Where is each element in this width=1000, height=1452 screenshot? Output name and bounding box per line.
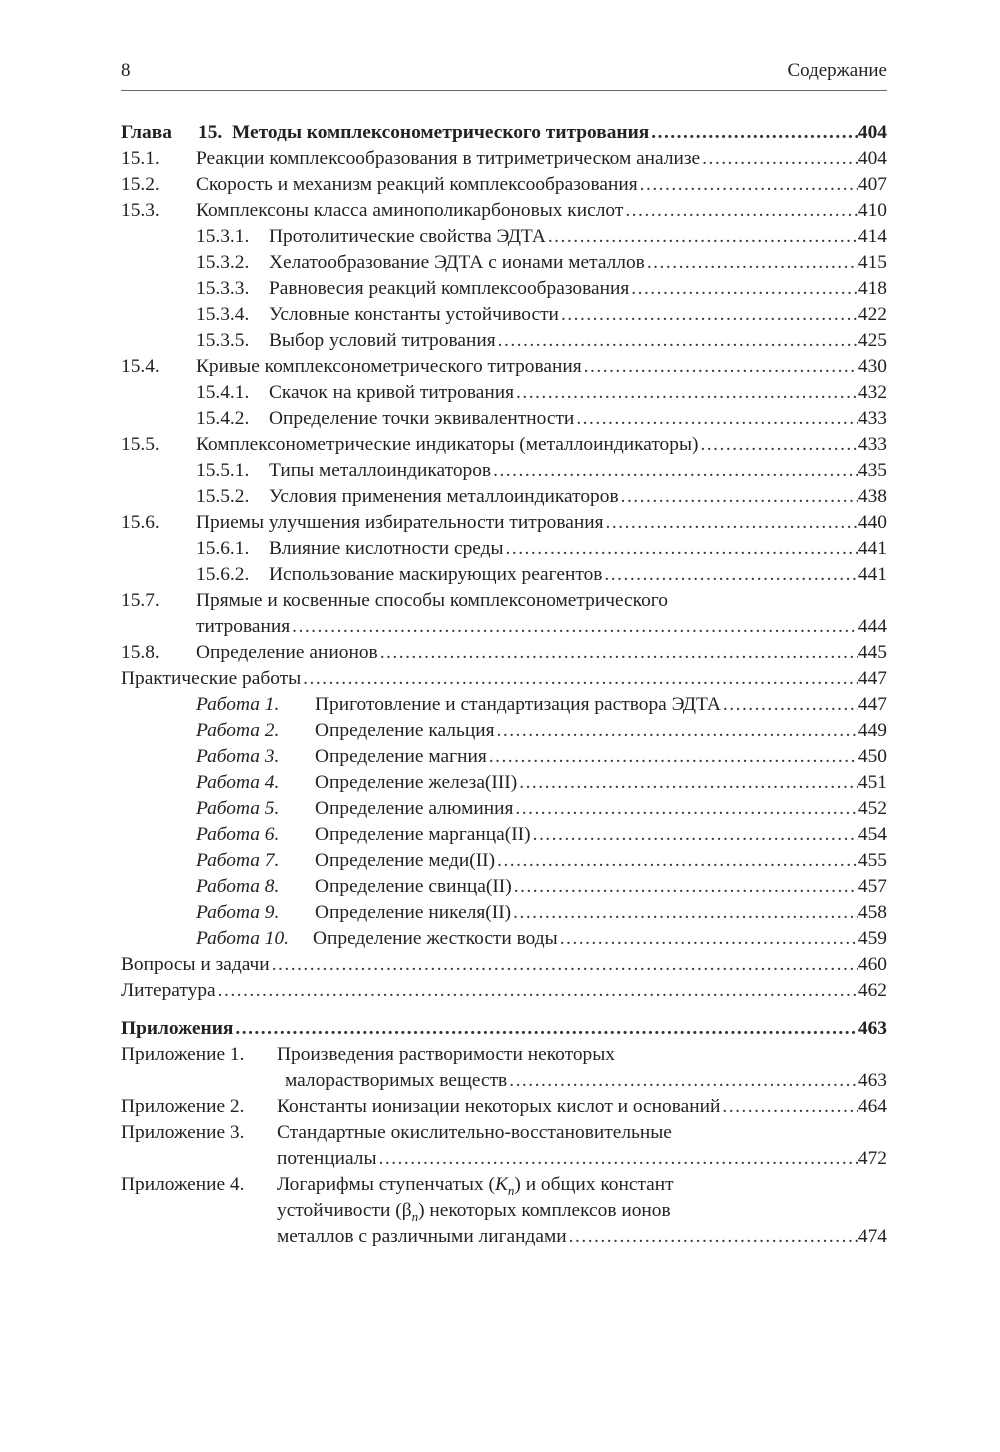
dot-leader xyxy=(377,1146,858,1172)
dot-leader xyxy=(514,380,858,406)
toc-section[interactable] xyxy=(121,198,887,224)
page-ref: 449 xyxy=(857,720,887,741)
toc-entry xyxy=(196,432,887,458)
toc-entry xyxy=(277,1224,887,1250)
section-number: 15.5. xyxy=(121,434,160,455)
chapter-title: Методы комплексонометрического титрования xyxy=(231,122,650,143)
dot-leader xyxy=(216,978,858,1004)
toc-entry xyxy=(196,146,887,172)
dot-leader xyxy=(491,458,858,484)
dot-leader xyxy=(567,1224,858,1250)
dot-leader xyxy=(378,640,858,666)
section-title-line2: титрования xyxy=(196,616,291,637)
page-ref: 455 xyxy=(857,850,887,871)
toc-appendix[interactable] xyxy=(121,1042,887,1068)
toc-entry xyxy=(269,562,887,588)
page-ref: 410 xyxy=(857,200,887,221)
text-fragment: устойчивости ( xyxy=(277,1200,402,1221)
dot-leader xyxy=(638,172,858,198)
subsection-number: 15.6.2. xyxy=(196,564,250,585)
dot-leader xyxy=(513,796,858,822)
page-ref: 415 xyxy=(857,252,887,273)
dot-leader xyxy=(602,562,857,588)
appendix-title: Константы ионизации некоторых кислот и оснований xyxy=(277,1096,721,1117)
subsection-title: Условия применения металлоиндикаторов xyxy=(269,486,619,507)
appendix-label: Приложение 1. xyxy=(121,1044,245,1065)
toc-subsection[interactable] xyxy=(121,562,887,588)
chapter-number: 15. xyxy=(198,122,223,143)
work-label: Работа 7. xyxy=(196,850,280,871)
work-label: Работа 5. xyxy=(196,798,280,819)
work-label: Работа 8. xyxy=(196,876,280,897)
toc-subsection[interactable] xyxy=(121,458,887,484)
page-ref: 454 xyxy=(857,824,887,845)
dot-leader xyxy=(233,1016,858,1042)
appendix-title-line2: малорастворимых веществ xyxy=(285,1070,508,1091)
appendix-title-line1: Произведения растворимости некоторых xyxy=(277,1044,615,1065)
toc-literature[interactable] xyxy=(121,978,887,1004)
section-title: Скорость и механизм реакций комплексообразования xyxy=(196,174,638,195)
appendix-title-line1: Стандартные окислительно-восстановительные xyxy=(277,1122,672,1143)
page-ref: 444 xyxy=(857,616,887,637)
appendices-title: Приложения xyxy=(121,1018,234,1039)
work-title: Приготовление и стандартизация раствора ЭДТА xyxy=(315,694,721,715)
subsection-number: 15.4.2. xyxy=(196,408,250,429)
dot-leader xyxy=(604,510,858,536)
page-ref: 407 xyxy=(857,174,887,195)
dot-leader xyxy=(517,770,858,796)
toc-entry xyxy=(121,1016,887,1042)
section-number: 15.2. xyxy=(121,174,160,195)
toc-entry xyxy=(121,952,887,978)
toc-entry xyxy=(198,120,887,146)
dot-leader xyxy=(495,848,858,874)
subsection-number: 15.3.4. xyxy=(196,304,250,325)
toc-entry xyxy=(315,874,887,900)
subsection-number: 15.3.2. xyxy=(196,252,250,273)
toc-work[interactable] xyxy=(121,822,887,848)
subscript-n: n xyxy=(507,1182,515,1198)
section-title: Комплексоны класса аминополикарбоновых кислот xyxy=(196,200,624,221)
dot-leader xyxy=(504,536,858,562)
section-title: Кривые комплексонометрического титрования xyxy=(196,356,582,377)
section-number: 15.7. xyxy=(121,590,160,611)
work-title: Определение алюминия xyxy=(315,798,514,819)
page-ref: 451 xyxy=(857,772,887,793)
toc-subsection[interactable] xyxy=(121,250,887,276)
subsection-title: Использование маскирующих реагентов xyxy=(269,564,603,585)
toc-subsection[interactable] xyxy=(121,380,887,406)
section-number: 15.1. xyxy=(121,148,160,169)
subsection-number: 15.3.5. xyxy=(196,330,250,351)
dot-leader xyxy=(495,718,858,744)
section-number: 15.8. xyxy=(121,642,160,663)
page-ref: 447 xyxy=(857,668,887,689)
dot-leader xyxy=(559,302,858,328)
toc-entry xyxy=(269,276,887,302)
work-title: Определение никеля(II) xyxy=(315,902,512,923)
toc-entry xyxy=(315,822,887,848)
toc-entry xyxy=(313,926,887,952)
dot-leader xyxy=(649,120,858,146)
page-ref: 404 xyxy=(857,122,887,143)
toc-work[interactable] xyxy=(121,718,887,744)
toc-entry xyxy=(121,978,887,1004)
page-ref: 422 xyxy=(857,304,887,325)
page-ref: 435 xyxy=(857,460,887,481)
toc-section-continuation[interactable] xyxy=(121,614,887,640)
page-ref: 459 xyxy=(857,928,887,949)
page-ref: 441 xyxy=(857,564,887,585)
spacer xyxy=(121,1004,887,1016)
toc-entry xyxy=(269,380,887,406)
page-ref: 404 xyxy=(857,148,887,169)
page-ref: 464 xyxy=(857,1096,887,1117)
subsection-title: Равновесия реакций комплексообразования xyxy=(269,278,630,299)
text-fragment: ) некоторых комплексов ионов xyxy=(418,1200,671,1221)
work-label: Работа 9. xyxy=(196,902,280,923)
toc-entry xyxy=(277,1094,887,1120)
toc-appendix-continuation[interactable] xyxy=(121,1068,887,1094)
dot-leader xyxy=(629,276,858,302)
text-fragment: Логарифмы ступенчатых ( xyxy=(277,1174,495,1195)
page-ref: 432 xyxy=(857,382,887,403)
dot-leader xyxy=(720,1094,858,1120)
toc-section[interactable] xyxy=(121,146,887,172)
page-number: 8 xyxy=(121,60,131,81)
toc-practical-works[interactable] xyxy=(121,666,887,692)
page-ref: 440 xyxy=(857,512,887,533)
toc-work[interactable] xyxy=(121,692,887,718)
toc-appendices[interactable] xyxy=(121,1016,887,1042)
page-ref: 414 xyxy=(857,226,887,247)
toc-work[interactable] xyxy=(121,900,887,926)
toc-appendix-continuation[interactable] xyxy=(121,1146,887,1172)
section-number: 15.3. xyxy=(121,200,160,221)
toc-entry xyxy=(315,692,887,718)
toc-entry xyxy=(269,224,887,250)
subsection-number: 15.5.2. xyxy=(196,486,250,507)
dot-leader xyxy=(619,484,858,510)
work-label: Работа 2. xyxy=(196,720,280,741)
section-title: Реакции комплексообразования в титриметрическом анализе xyxy=(196,148,701,169)
literature-title: Литература xyxy=(121,980,216,1001)
page-ref: 460 xyxy=(857,954,887,975)
toc-entry xyxy=(196,510,887,536)
work-label: Работа 3. xyxy=(196,746,280,767)
section-number: 15.4. xyxy=(121,356,160,377)
page-ref: 418 xyxy=(857,278,887,299)
dot-leader xyxy=(645,250,858,276)
toc-work[interactable] xyxy=(121,796,887,822)
page-ref: 433 xyxy=(857,408,887,429)
appendix-title-line2: потенциалы xyxy=(277,1148,377,1169)
page-ref: 438 xyxy=(857,486,887,507)
subsection-number: 15.3.1. xyxy=(196,226,250,247)
symbol-k: K xyxy=(494,1174,508,1195)
dot-leader xyxy=(546,224,858,250)
subsection-number: 15.5.1. xyxy=(196,460,250,481)
subsection-title: Хелатообразование ЭДТА с ионами металлов xyxy=(269,252,645,273)
page-ref: 430 xyxy=(857,356,887,377)
toc-entry xyxy=(285,1068,887,1094)
toc-subsection[interactable] xyxy=(121,224,887,250)
toc-subsection[interactable] xyxy=(121,536,887,562)
running-title: Содержание xyxy=(787,60,887,81)
work-label: Работа 1. xyxy=(196,694,280,715)
toc-entry xyxy=(277,1146,887,1172)
page-ref: 472 xyxy=(857,1148,887,1169)
toc-work[interactable] xyxy=(121,770,887,796)
subsection-title: Влияние кислотности среды xyxy=(269,538,504,559)
toc-entry xyxy=(315,744,887,770)
subsection-title: Протолитические свойства ЭДТА xyxy=(269,226,546,247)
toc-appendix[interactable] xyxy=(121,1120,887,1146)
page-ref: 462 xyxy=(857,980,887,1001)
subscript-n: n xyxy=(411,1208,419,1224)
toc-entry xyxy=(121,666,887,692)
dot-leader xyxy=(270,952,858,978)
section-title: Приемы улучшения избирательности титрования xyxy=(196,512,604,533)
toc-entry xyxy=(315,848,887,874)
page-ref: 458 xyxy=(857,902,887,923)
subsection-title: Условные константы устойчивости xyxy=(269,304,559,325)
dot-leader xyxy=(531,822,858,848)
subsection-title: Выбор условий титрования xyxy=(269,330,496,351)
subsection-number: 15.3.3. xyxy=(196,278,250,299)
page-ref: 445 xyxy=(857,642,887,663)
page-ref: 463 xyxy=(857,1018,887,1039)
work-title: Определение магния xyxy=(315,746,487,767)
toc-appendix[interactable] xyxy=(121,1094,887,1120)
dot-leader xyxy=(507,1068,858,1094)
text-fragment: ) и общих констант xyxy=(514,1174,674,1195)
subsection-title: Типы металлоиндикаторов xyxy=(269,460,492,481)
table-of-contents xyxy=(121,120,887,1250)
toc-entry xyxy=(196,614,887,640)
work-title: Определение марганца(II) xyxy=(315,824,531,845)
dot-leader xyxy=(512,874,858,900)
dot-leader xyxy=(301,666,858,692)
page-ref: 447 xyxy=(857,694,887,715)
page-ref: 474 xyxy=(857,1226,887,1247)
toc-section[interactable] xyxy=(121,588,887,614)
page-ref: 441 xyxy=(857,538,887,559)
dot-leader xyxy=(511,900,858,926)
toc-work[interactable] xyxy=(121,874,887,900)
toc-entry xyxy=(269,406,887,432)
page-ref: 452 xyxy=(857,798,887,819)
subsection-number: 15.6.1. xyxy=(196,538,250,559)
toc-subsection[interactable] xyxy=(121,302,887,328)
appendix-label: Приложение 3. xyxy=(121,1122,245,1143)
toc-entry xyxy=(269,250,887,276)
symbol-beta: β xyxy=(401,1200,412,1221)
toc-entry xyxy=(269,536,887,562)
toc-chapter[interactable] xyxy=(121,120,887,146)
page-ref: 463 xyxy=(857,1070,887,1091)
toc-entry xyxy=(269,484,887,510)
work-title: Определение жесткости воды xyxy=(313,928,558,949)
dot-leader xyxy=(623,198,858,224)
dot-leader xyxy=(721,692,858,718)
questions-title: Вопросы и задачи xyxy=(121,954,270,975)
subsection-title: Скачок на кривой титрования xyxy=(269,382,515,403)
toc-entry xyxy=(196,198,887,224)
work-label: Работа 10. xyxy=(196,928,290,949)
work-title: Определение кальция xyxy=(315,720,495,741)
subsection-number: 15.4.1. xyxy=(196,382,250,403)
page-ref: 425 xyxy=(857,330,887,351)
appendix-label: Приложение 4. xyxy=(121,1174,245,1195)
chapter-label: Глава xyxy=(121,122,172,143)
toc-entry xyxy=(315,900,887,926)
toc-entry xyxy=(269,458,887,484)
toc-section[interactable] xyxy=(121,510,887,536)
dot-leader xyxy=(290,614,858,640)
work-title: Определение железа(III) xyxy=(315,772,518,793)
toc-appendix-continuation[interactable] xyxy=(121,1224,887,1250)
toc-entry xyxy=(196,640,887,666)
toc-work[interactable] xyxy=(121,848,887,874)
toc-section[interactable] xyxy=(121,432,887,458)
toc-subsection[interactable] xyxy=(121,328,887,354)
page-ref: 433 xyxy=(857,434,887,455)
section-number: 15.6. xyxy=(121,512,160,533)
toc-section[interactable] xyxy=(121,354,887,380)
work-label: Работа 4. xyxy=(196,772,280,793)
dot-leader xyxy=(698,432,857,458)
toc-entry xyxy=(269,328,887,354)
dot-leader xyxy=(574,406,858,432)
toc-entry xyxy=(196,354,887,380)
toc-section[interactable] xyxy=(121,172,887,198)
practical-title: Практические работы xyxy=(121,668,302,689)
toc-appendix-continuation[interactable] xyxy=(121,1198,887,1224)
running-header xyxy=(121,60,887,91)
dot-leader xyxy=(700,146,858,172)
page-ref: 457 xyxy=(857,876,887,897)
work-label: Работа 6. xyxy=(196,824,280,845)
toc-entry xyxy=(269,302,887,328)
toc-appendix[interactable] xyxy=(121,1172,887,1198)
dot-leader xyxy=(487,744,858,770)
appendix-label: Приложение 2. xyxy=(121,1096,245,1117)
section-title-line1: Прямые и косвенные способы комплексонометрического xyxy=(196,590,668,611)
toc-subsection[interactable] xyxy=(121,484,887,510)
toc-subsection[interactable] xyxy=(121,276,887,302)
page-ref: 450 xyxy=(857,746,887,767)
dot-leader xyxy=(558,926,858,952)
section-title: Комплексонометрические индикаторы (металлоиндикаторы) xyxy=(196,434,699,455)
toc-work[interactable] xyxy=(121,744,887,770)
dot-leader xyxy=(496,328,858,354)
section-title: Определение анионов xyxy=(196,642,378,663)
toc-entry xyxy=(315,770,887,796)
toc-subsection[interactable] xyxy=(121,406,887,432)
toc-entry xyxy=(196,172,887,198)
toc-questions[interactable] xyxy=(121,952,887,978)
subsection-title: Определение точки эквивалентности xyxy=(269,408,575,429)
work-title: Определение свинца(II) xyxy=(315,876,512,897)
toc-entry xyxy=(315,718,887,744)
toc-section[interactable] xyxy=(121,640,887,666)
work-title: Определение меди(II) xyxy=(315,850,496,871)
appendix-title-line3: металлов с различными лигандами xyxy=(277,1226,567,1247)
toc-work[interactable] xyxy=(121,926,887,952)
dot-leader xyxy=(582,354,858,380)
toc-entry xyxy=(315,796,887,822)
